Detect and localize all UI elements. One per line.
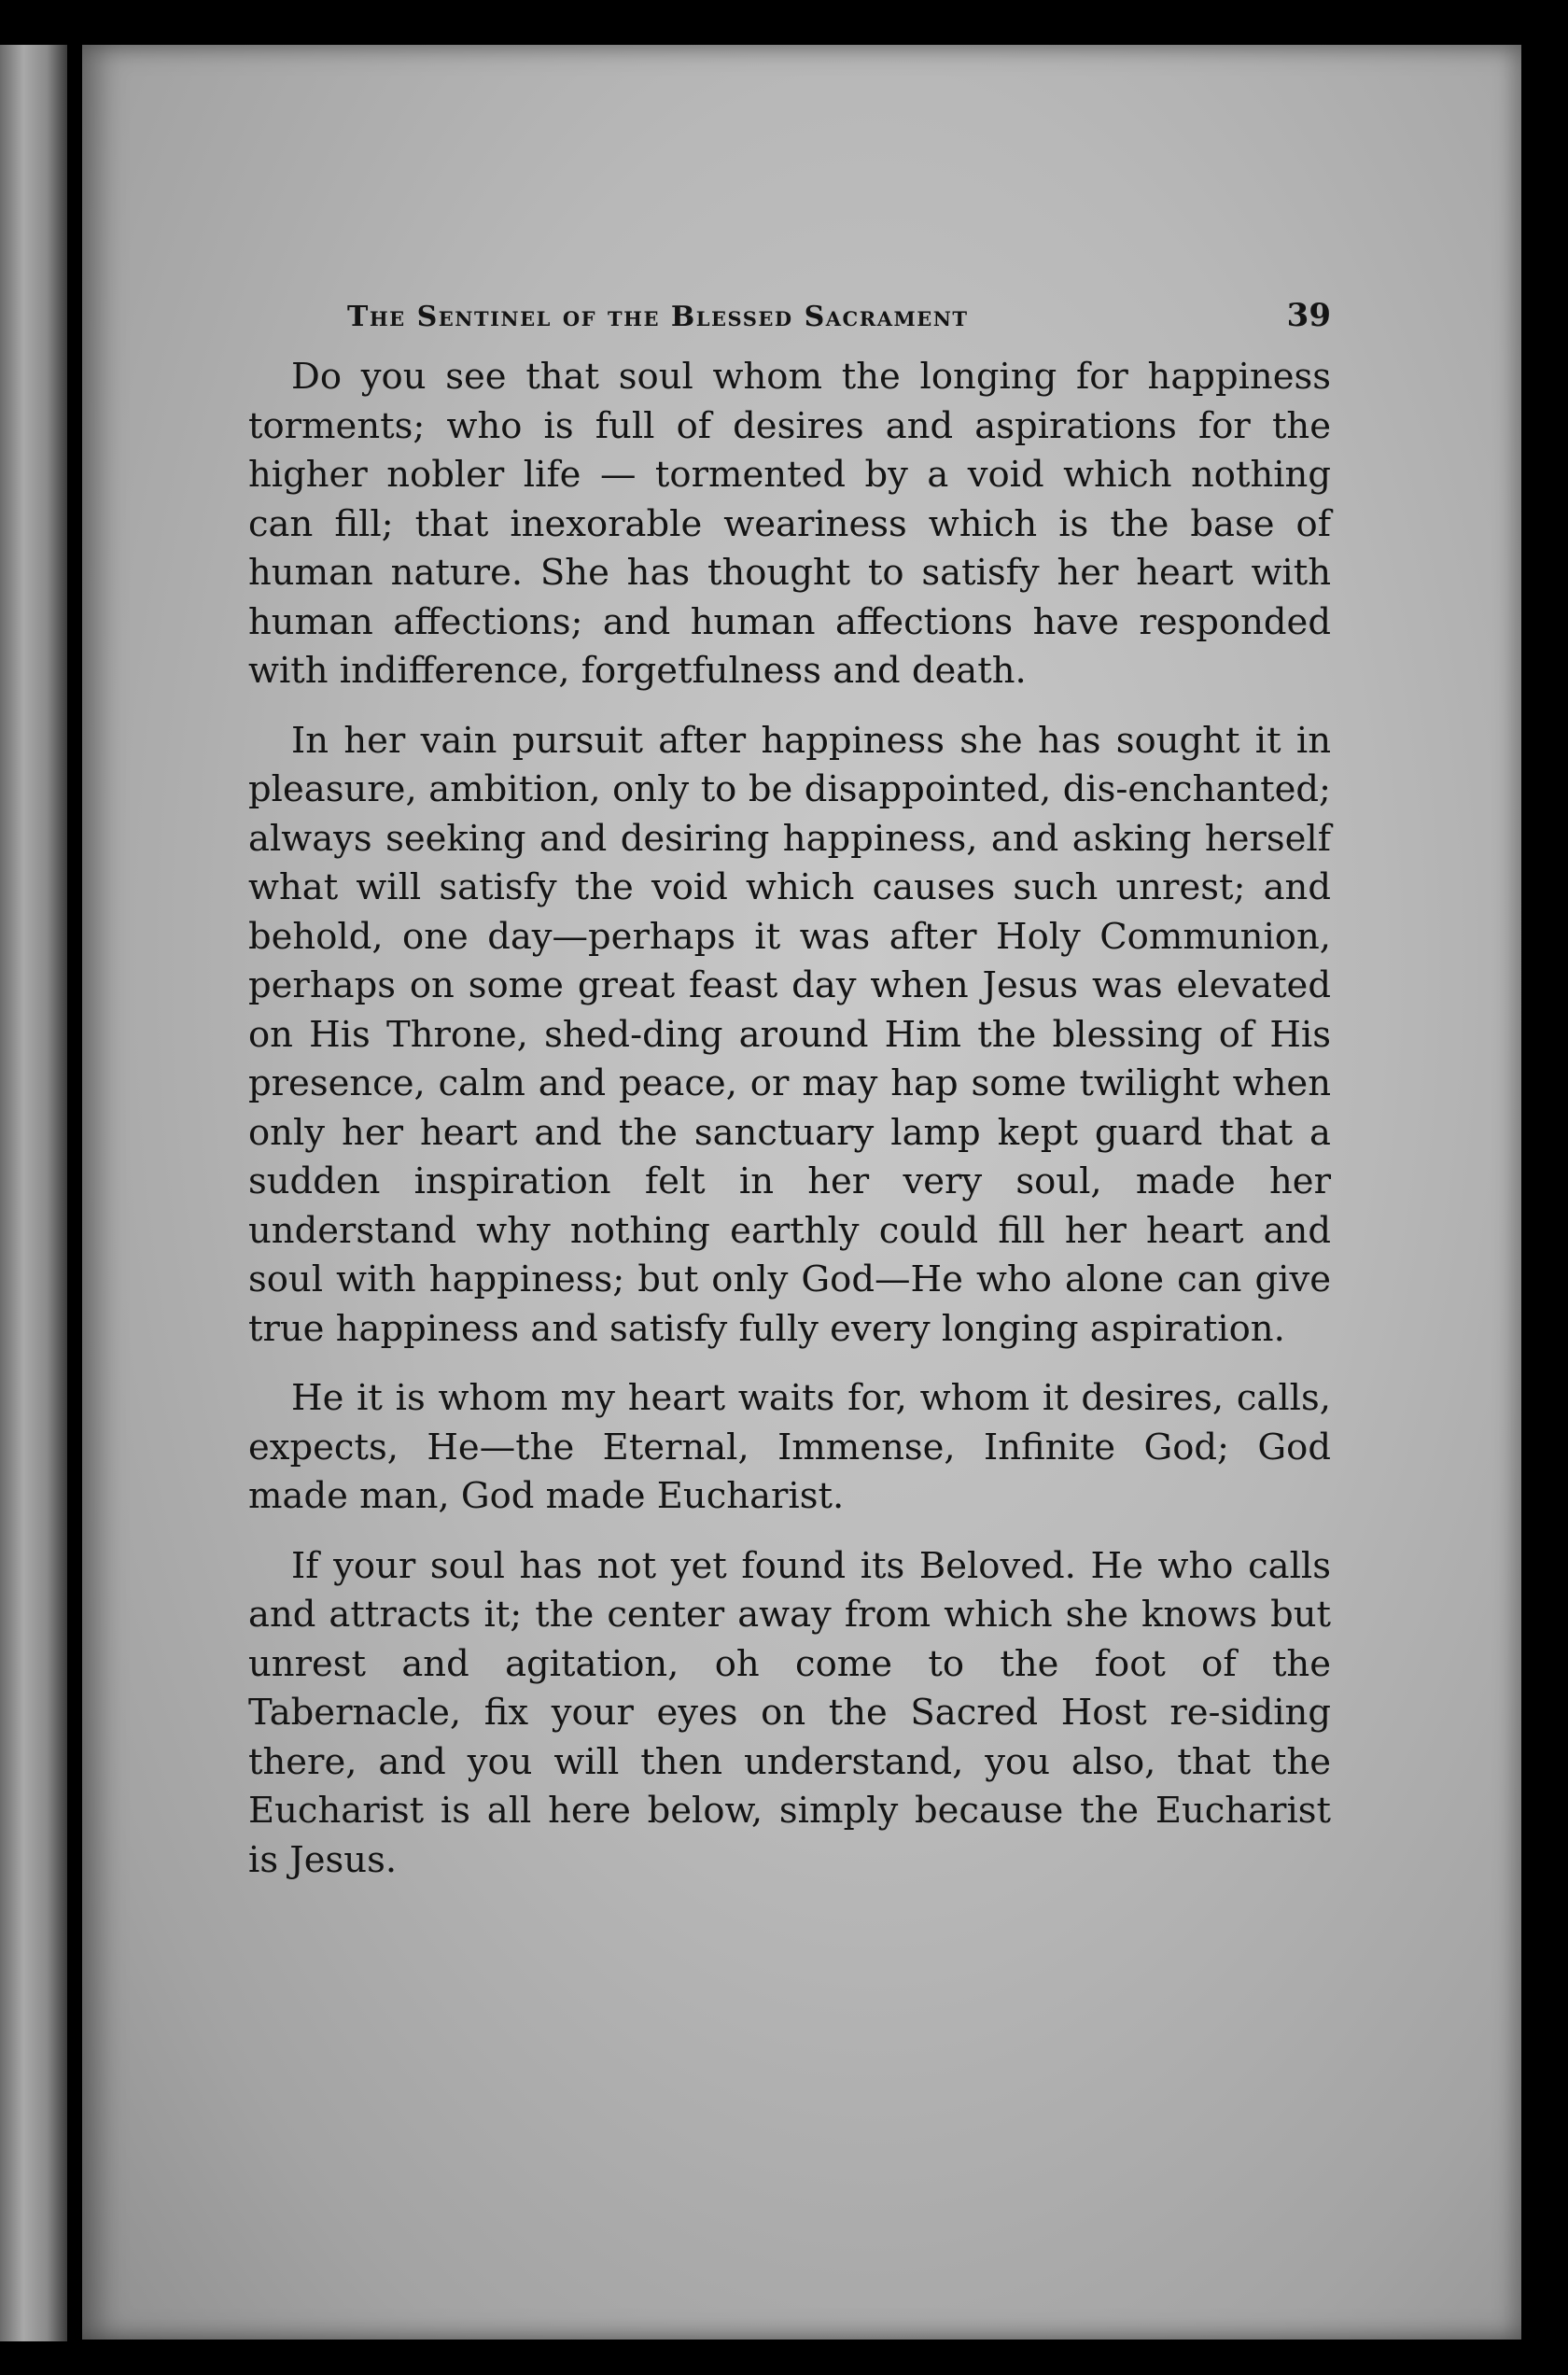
- facing-page-edge: [0, 45, 67, 2341]
- paragraph-4: If your soul has not yet found its Beloved. He who calls and attracts it; the center away from which she knows but unrest and agitation, oh come to the foot of the Tabernacle, fix your eyes on the Sacred Host re-siding there, and you will then understand, you also, that the Eucharist is all here below, simply because the Eucharist is Jesus.: [248, 1544, 1331, 1881]
- paragraph-2: In her vain pursuit after happiness she has sought it in pleasure, ambition, only to be disappointed, dis-enchanted; always seeking and desiring happiness, and asking herself what will satisfy the void which causes such unrest; and behold, one day—perhaps it was after Holy Communion, perhaps on some great feast day when Jesus was elevated on His Throne, shed-ding around Him the blessing of His presence, calm and peace, or may hap some twilight when only her heart and the sanctuary lamp kept guard that a sudden inspiration felt in her very soul, made her understand why nothing earthly could fill her heart and soul with happiness; but only God—He who alone can give true happiness and satisfy fully every longing aspiration.: [248, 719, 1331, 1350]
- paragraph-1: Do you see that soul whom the longing for happiness torments; who is full of desires and aspirations for the higher nobler life — tormented by a void which nothing can fill; that inexorable weariness which is the base of human nature. She has thought to satisfy her heart with human affections; and human affections have responded with indifference, forgetfulness and death.: [248, 356, 1331, 692]
- running-head: [248, 291, 1331, 347]
- running-title: The Sentinel of the Blessed Sacrament: [347, 301, 969, 333]
- page-number: 39: [1286, 297, 1331, 334]
- page-text-block: [248, 291, 1331, 1905]
- paragraph-3: He it is whom my heart waits for, whom it desires, calls, expects, He—the Eternal, Immense, Infinite God; God made man, God made Eucharist.: [248, 1377, 1331, 1517]
- book-page: [82, 45, 1521, 2340]
